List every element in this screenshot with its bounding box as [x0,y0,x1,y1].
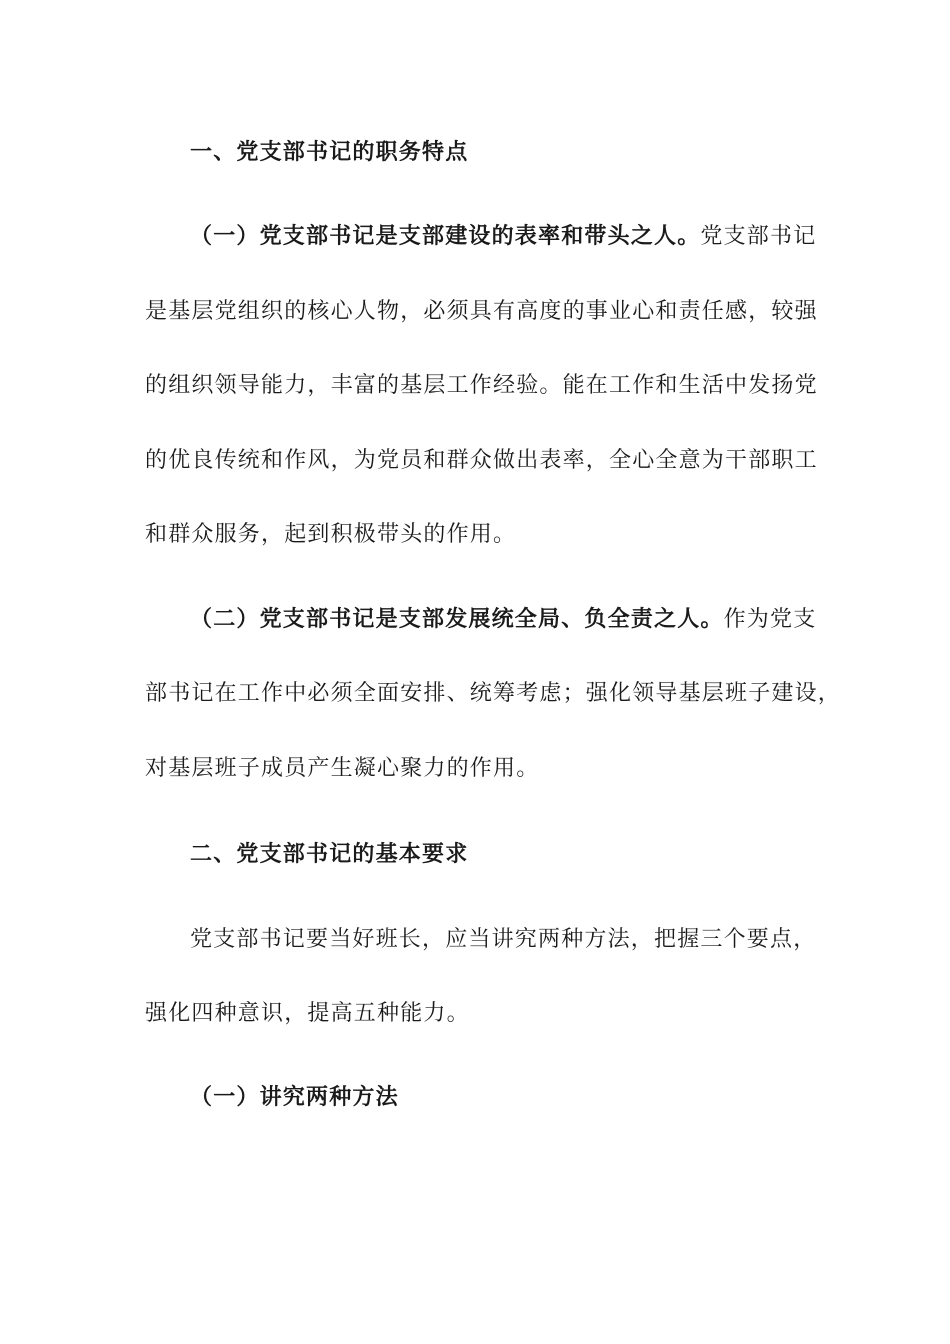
paragraph-1-line-1-rest: 党支部书记 [700,224,817,249]
section-heading-1: 一、党支部书记的职务特点 [190,140,469,165]
paragraph-3-line-1: 党支部书记要当好班长，应当讲究两种方法，把握三个要点， [190,927,817,952]
paragraph-1-line-5: 和群众服务，起到积极带头的作用。 [145,522,517,547]
paragraph-1-line-2: 是基层党组织的核心人物，必须具有高度的事业心和责任感，较强 [145,299,818,324]
paragraph-1-line-1 [190,222,816,252]
paragraph-2-line-1-rest: 作为党支 [723,607,817,632]
paragraph-2-line-3: 对基层班子成员产生凝心聚力的作用。 [145,756,540,781]
paragraph-3-line-2: 强化四种意识，提高五种能力。 [145,1001,470,1026]
section-heading-2: 二、党支部书记的基本要求 [190,842,469,867]
subsection-heading-1: （一）讲究两种方法 [190,1085,399,1110]
paragraph-1-line-4: 的优良传统和作风，为党员和群众做出表率，全心全意为干部职工 [145,448,818,473]
paragraph-2-line-2: 部书记在工作中必须全面安排、统筹考虑；强化领导基层班子建设， [145,681,842,706]
paragraph-1-line-3: 的组织领导能力，丰富的基层工作经验。能在工作和生活中发扬党 [145,373,818,398]
paragraph-2-lead: （二）党支部书记是支部发展统全局、负全责之人。 [190,607,724,632]
paragraph-1-lead: （一）党支部书记是支部建设的表率和带头之人。 [190,224,701,249]
paragraph-2-line-1 [190,605,816,635]
